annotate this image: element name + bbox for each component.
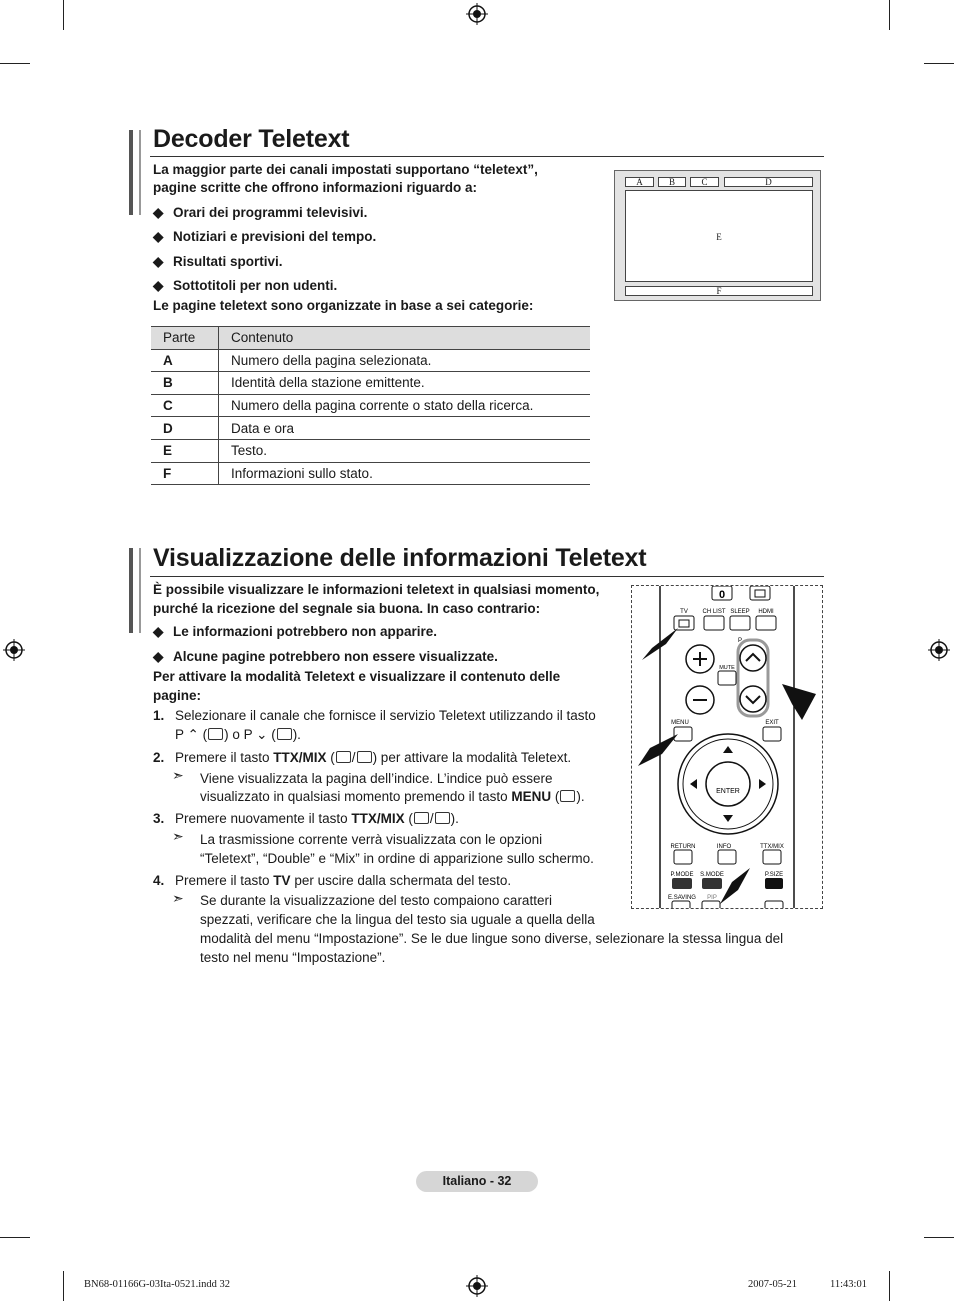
diamond-icon: ◆ bbox=[153, 624, 164, 639]
teletext-icon bbox=[336, 751, 351, 763]
step-number: 3. bbox=[153, 811, 165, 826]
section-title: Visualizzazione delle informazioni Teletext bbox=[153, 544, 647, 572]
step-text: Selezionare il canale che fornisce il servizio Teletext utilizzando il tasto bbox=[175, 708, 596, 723]
crop-mark bbox=[63, 1271, 64, 1301]
list-item: ◆ Sottotitoli per non udenti. bbox=[153, 278, 338, 293]
table-row: F Informazioni sullo stato. bbox=[151, 462, 590, 485]
remote-label-psize: P.SIZE bbox=[764, 872, 784, 878]
title-rule bbox=[150, 156, 824, 157]
step-number: 4. bbox=[153, 873, 165, 888]
remote-label-mute: MUTE bbox=[719, 665, 735, 671]
step-text: Premere il tasto TTX/MIX ( / ) per attivare la modalità Teletext. bbox=[175, 750, 572, 765]
table-row: A Numero della pagina selezionata. bbox=[151, 349, 590, 372]
crop-mark bbox=[63, 0, 64, 30]
remote-label-info: INFO bbox=[716, 844, 732, 850]
diamond-icon: ◆ bbox=[153, 229, 164, 244]
chevron-up-icon: ⌃ bbox=[187, 727, 199, 742]
intro-text: È possibile visualizzare le informazioni teletext in qualsiasi momento, bbox=[153, 582, 600, 597]
diagram-label-f: F bbox=[625, 286, 813, 296]
note-text: modalità del menu “Impostazione”. Se le due lingue sono diverse, selezionare la stessa lingua del bbox=[200, 931, 784, 946]
note-arrow-icon: ➣ bbox=[172, 767, 184, 783]
note-text: Viene visualizzata la pagina dell’indice. L’indice può essere bbox=[200, 771, 553, 786]
remote-control-icon bbox=[632, 586, 822, 908]
remote-illustration bbox=[631, 585, 823, 909]
step-text: Premere nuovamente il tasto TTX/MIX ( / ). bbox=[175, 811, 459, 826]
step-number: 1. bbox=[153, 708, 165, 723]
step-number: 2. bbox=[153, 750, 165, 765]
remote-label-sleep: SLEEP bbox=[730, 609, 750, 615]
teletext-mix-icon bbox=[435, 812, 450, 824]
list-item: ◆ Alcune pagine potrebbero non essere visualizzate. bbox=[153, 649, 498, 664]
registration-mark-icon bbox=[466, 1275, 488, 1297]
list-item: ◆ Notiziari e previsioni del tempo. bbox=[153, 229, 377, 244]
crop-mark bbox=[0, 1237, 30, 1238]
note-text: spezzati, verificare che la lingua del testo sia uguale a quella della bbox=[200, 912, 595, 927]
diagram-label-b: B bbox=[658, 177, 686, 187]
remote-label-pmode: P.MODE bbox=[670, 872, 694, 878]
activate-text: pagine: bbox=[153, 688, 202, 703]
note-text: La trasmissione corrente verrà visualizzata con le opzioni bbox=[200, 832, 543, 847]
intro-text: purché la ricezione del segnale sia buona. In caso contrario: bbox=[153, 601, 541, 616]
menu-icon bbox=[560, 790, 575, 802]
diagram-label-d: D bbox=[724, 177, 813, 187]
teletext-icon bbox=[208, 728, 223, 740]
section-title: Decoder Teletext bbox=[153, 125, 350, 153]
teletext-icon bbox=[414, 812, 429, 824]
page-number-badge: Italiano - 32 bbox=[416, 1171, 538, 1192]
section-bar bbox=[129, 130, 133, 215]
diamond-icon: ◆ bbox=[153, 254, 164, 269]
teletext-icon bbox=[277, 728, 292, 740]
crop-mark bbox=[889, 1271, 890, 1301]
title-rule bbox=[150, 576, 824, 577]
remote-label-ttxmix: TTX/MIX bbox=[760, 844, 784, 850]
intro-text: La maggior parte dei canali impostati supportano “teletext”, bbox=[153, 162, 538, 177]
remote-label-esaving: E.SAVING bbox=[668, 895, 696, 901]
remote-label-0: 0 bbox=[718, 589, 726, 601]
diagram-label-e: E bbox=[625, 190, 813, 282]
diagram-label-c: C bbox=[690, 177, 719, 187]
step-text: Premere il tasto TV per uscire dalla schermata del testo. bbox=[175, 873, 512, 888]
intro-text: pagine scritte che offrono informazioni riguardo a: bbox=[153, 180, 478, 195]
note-text: testo nel menu “Impostazione”. bbox=[200, 950, 386, 965]
note-text: Se durante la visualizzazione del testo compaiono caratteri bbox=[200, 893, 552, 908]
categories-table bbox=[151, 326, 590, 485]
diamond-icon: ◆ bbox=[153, 649, 164, 664]
footer-file: BN68-01166G-03Ita-0521.indd 32 bbox=[84, 1279, 231, 1290]
list-item: ◆ Le informazioni potrebbero non apparire. bbox=[153, 624, 438, 639]
registration-mark-icon bbox=[928, 639, 950, 661]
remote-label-return: RETURN bbox=[670, 844, 696, 850]
note-text: “Teletext”, “Double” e “Mix” in ordine di apparizione sullo schermo. bbox=[200, 851, 594, 866]
footer-time: 11:43:01 bbox=[830, 1279, 867, 1290]
diamond-icon: ◆ bbox=[153, 278, 164, 293]
footer-date: 2007-05-21 bbox=[748, 1279, 797, 1290]
crop-mark bbox=[924, 63, 954, 64]
note-text: visualizzato in qualsiasi momento premendo il tasto MENU ( ). bbox=[200, 789, 585, 804]
list-item: ◆ Orari dei programmi televisivi. bbox=[153, 205, 368, 220]
remote-label-chlist: CH LIST bbox=[702, 609, 726, 615]
remote-label-exit: EXIT bbox=[765, 720, 779, 726]
crop-mark bbox=[889, 0, 890, 30]
table-header: Parte Contenuto bbox=[151, 327, 590, 350]
table-row: D Data e ora bbox=[151, 417, 590, 440]
note-arrow-icon: ➣ bbox=[172, 890, 184, 906]
section-bar bbox=[139, 548, 141, 633]
note-arrow-icon: ➣ bbox=[172, 828, 184, 844]
diagram-label-a: A bbox=[625, 177, 654, 187]
step-text: P ⌃ ( ) o P ⌄ ( ). bbox=[175, 727, 301, 742]
teletext-mix-icon bbox=[357, 751, 372, 763]
remote-label-hdmi: HDMI bbox=[758, 609, 774, 615]
registration-mark-icon bbox=[3, 639, 25, 661]
table-row: E Testo. bbox=[151, 439, 590, 462]
registration-mark-icon bbox=[466, 3, 488, 25]
chevron-down-icon: ⌄ bbox=[256, 727, 268, 742]
remote-label-p: P bbox=[737, 638, 743, 644]
diamond-icon: ◆ bbox=[153, 205, 164, 220]
teletext-diagram bbox=[614, 170, 821, 301]
remote-label-menu: MENU bbox=[671, 720, 689, 726]
categories-text: Le pagine teletext sono organizzate in base a sei categorie: bbox=[153, 298, 534, 313]
activate-text: Per attivare la modalità Teletext e visualizzare il contenuto delle bbox=[153, 669, 561, 684]
crop-mark bbox=[924, 1237, 954, 1238]
remote-label-pip: PIP bbox=[707, 895, 717, 901]
section-bar bbox=[139, 130, 141, 215]
crop-mark bbox=[0, 63, 30, 64]
section-bar bbox=[129, 548, 133, 633]
remote-label-enter: ENTER bbox=[716, 788, 740, 795]
list-item: ◆ Risultati sportivi. bbox=[153, 254, 283, 269]
remote-label-smode: S.MODE bbox=[700, 872, 724, 878]
remote-label-tv: TV bbox=[680, 609, 688, 615]
table-row: C Numero della pagina corrente o stato della ricerca. bbox=[151, 394, 590, 417]
table-row: B Identità della stazione emittente. bbox=[151, 372, 590, 395]
